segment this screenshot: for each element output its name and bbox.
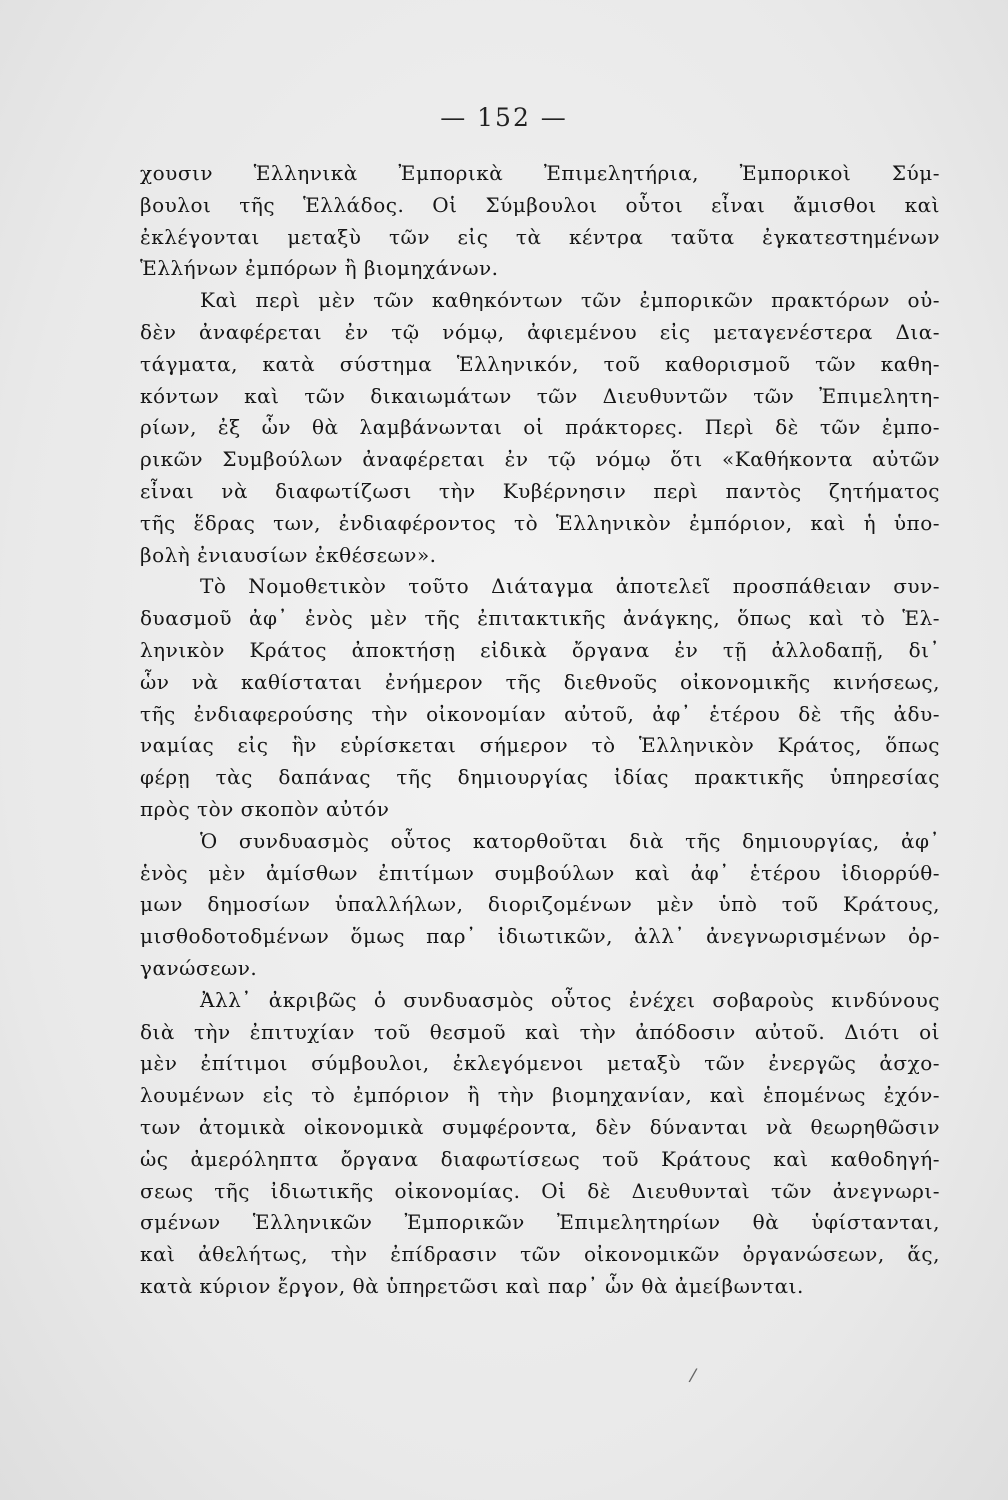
text-line: ἐκλέγονται μεταξὺ τῶν εἰς τὰ κέντρα ταῦτα ἐγκατεστημένων xyxy=(140,224,940,249)
text-line: Ὁ συνδυασμὸς οὗτος κατορθοῦται διὰ τῆς δημιουργίας, ἀφ᾽ xyxy=(200,828,940,853)
paragraph xyxy=(140,158,940,285)
text-line: μὲν ἐπίτιμοι σύμβουλοι, ἐκλεγόμενοι μεταξὺ τῶν ἐνεργῶς ἀσχο- xyxy=(140,1051,940,1076)
text-line: ληνικὸν Κράτος ἀποκτήσῃ εἰδικὰ ὄργανα ἐν τῇ ἀλλοδαπῇ, δι᾽ xyxy=(140,637,940,662)
text-line: Ἀλλ᾽ ἀκριβῶς ὁ συνδυασμὸς οὗτος ἐνέχει σοβαροὺς κινδύνους xyxy=(200,987,940,1012)
text-line: δὲν ἀναφέρεται ἐν τῷ νόμῳ, ἀφιεμένου εἰς μεταγενέστερα Δια- xyxy=(140,319,940,344)
text-line: βουλοι τῆς Ἑλλάδος. Οἱ Σύμβουλοι οὗτοι εἶναι ἄμισθοι καὶ xyxy=(140,192,940,217)
text-line: εἶναι νὰ διαφωτίζωσι τὴν Κυβέρνησιν περὶ παντὸς ζητήματος xyxy=(140,478,940,503)
text-line: βολὴ ἐνιαυσίων ἐκθέσεων». xyxy=(140,542,437,567)
text-line: χουσιν Ἑλληνικὰ Ἐμπορικὰ Ἐπιμελητήρια, Ἐμπορικοὶ Σύμ- xyxy=(140,161,940,185)
margin-pencil-mark: / xyxy=(687,1364,699,1387)
text-line: δυασμοῦ ἀφ᾽ ἑνὸς μὲν τῆς ἐπιτακτικῆς ἀνάγκης, ὅπως καὶ τὸ Ἑλ- xyxy=(140,606,940,631)
text-line: σεως τῆς ἰδιωτικῆς οἰκονομίας. Οἱ δὲ Διευθυνταὶ τῶν ἀνεγνωρι- xyxy=(140,1178,940,1203)
paragraph xyxy=(140,571,940,825)
text-line: μισθοδοτοδμένων ὅμως παρ᾽ ἰδιωτικῶν, ἀλλ᾽ ἀνεγνωρισμένων ὀρ- xyxy=(140,924,940,949)
text-line: φέρῃ τὰς δαπάνας τῆς δημιουργίας ἰδίας πρακτικῆς ὑπηρεσίας xyxy=(140,765,940,790)
text-line: Ἑλλήνων ἐμπόρων ἢ βιομηχάνων. xyxy=(140,256,499,281)
text-line: σμένων Ἑλληνικῶν Ἐμπορικῶν Ἐπιμελητηρίων θὰ ὑφίστανται, xyxy=(140,1210,940,1235)
text-line: ρικῶν Συμβούλων ἀναφέρεται ἐν τῷ νόμῳ ὅτι «Καθήκοντα αὐτῶν xyxy=(140,447,940,472)
text-line: μων δημοσίων ὑπαλλήλων, διοριζομένων μὲν ὑπὸ τοῦ Κράτους, xyxy=(140,892,940,917)
text-line: ὧν νὰ καθίσταται ἐνήμερον τῆς διεθνοῦς οἰκονομικῆς κινήσεως, xyxy=(140,669,940,694)
paragraph xyxy=(140,285,940,571)
text-line: γανώσεων. xyxy=(140,955,258,980)
text-line: τῆς ἐνδιαφερούσης τὴν οἰκονομίαν αὐτοῦ, ἀφ᾽ ἑτέρου δὲ τῆς ἀδυ- xyxy=(140,701,940,726)
text-line: τῆς ἕδρας των, ἐνδιαφέροντος τὸ Ἑλληνικὸν ἐμπόριον, καὶ ἡ ὑπο- xyxy=(140,510,940,535)
text-line: ὡς ἀμερόληπτα ὄργανα διαφωτίσεως τοῦ Κράτους καὶ καθοδηγή- xyxy=(140,1146,940,1171)
text-line: κατὰ κύριον ἔργον, θὰ ὑπηρετῶσι καὶ παρ᾽ ὧν θὰ ἀμείβωνται. xyxy=(140,1273,804,1298)
paragraph xyxy=(140,985,940,1303)
body-text xyxy=(140,158,940,1303)
text-line: ρίων, ἐξ ὧν θὰ λαμβάνωνται οἱ πράκτορες. Περὶ δὲ τῶν ἐμπο- xyxy=(140,415,940,440)
text-line: Τὸ Νομοθετικὸν τοῦτο Διάταγμα ἀποτελεῖ προσπάθειαν συν- xyxy=(200,574,940,599)
text-line: τάγματα, κατὰ σύστημα Ἑλληνικόν, τοῦ καθορισμοῦ τῶν καθη- xyxy=(140,351,940,376)
text-line: ναμίας εἰς ἣν εὑρίσκεται σήμερον τὸ Ἑλληνικὸν Κράτος, ὅπως xyxy=(140,733,940,758)
text-line: κόντων καὶ τῶν δικαιωμάτων τῶν Διευθυντῶν τῶν Ἐπιμελητη- xyxy=(140,383,940,408)
text-line: πρὸς τὸν σκοπὸν αὐτόν xyxy=(140,796,390,821)
paragraph xyxy=(140,826,940,985)
text-line: Καὶ περὶ μὲν τῶν καθηκόντων τῶν ἐμπορικῶν πρακτόρων οὐ- xyxy=(200,288,940,313)
text-line: λουμένων εἰς τὸ ἐμπόριον ἢ τὴν βιομηχανίαν, καὶ ἑπομένως ἐχόν- xyxy=(140,1083,940,1108)
text-line: καὶ ἀθελήτως, τὴν ἐπίδρασιν τῶν οἰκονομικῶν ὀργανώσεων, ἅς, xyxy=(140,1242,940,1267)
text-line: ἑνὸς μὲν ἀμίσθων ἐπιτίμων συμβούλων καὶ ἀφ᾽ ἑτέρου ἰδιορρύθ- xyxy=(140,860,940,885)
text-line: διὰ τὴν ἐπιτυχίαν τοῦ θεσμοῦ καὶ τὴν ἀπόδοσιν αὐτοῦ. Διότι οἱ xyxy=(140,1019,940,1044)
text-line: των ἀτομικὰ οἰκονομικὰ συμφέροντα, δὲν δύνανται νὰ θεωρηθῶσιν xyxy=(140,1114,940,1139)
page-number: — 152 — xyxy=(440,103,568,132)
